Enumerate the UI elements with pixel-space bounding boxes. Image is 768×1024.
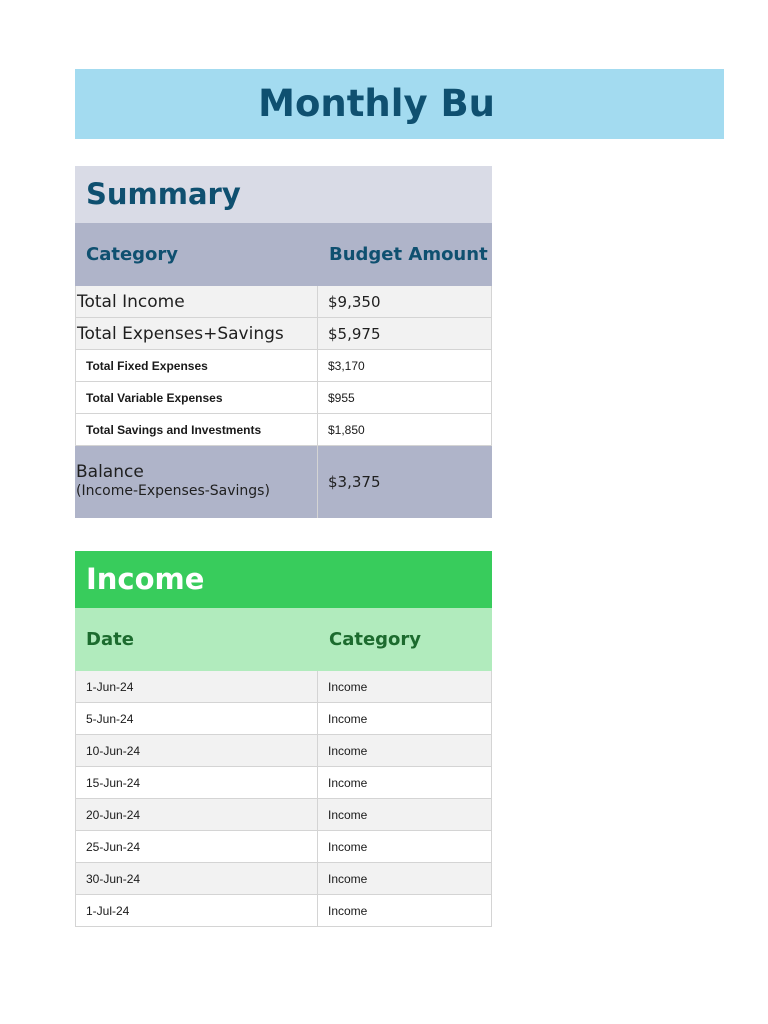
income-category: Income bbox=[318, 767, 492, 798]
income-date: 15-Jun-24 bbox=[75, 767, 318, 798]
balance-value: $3,375 bbox=[328, 473, 381, 491]
savings-value: $1,850 bbox=[318, 414, 492, 445]
total-income-value: $9,350 bbox=[318, 286, 492, 317]
table-row bbox=[75, 767, 492, 799]
summary-row-total-income bbox=[75, 286, 492, 318]
summary-row-savings bbox=[75, 414, 492, 446]
income-date: 10-Jun-24 bbox=[75, 735, 318, 766]
income-date: 1-Jun-24 bbox=[75, 671, 318, 702]
income-date: 20-Jun-24 bbox=[75, 799, 318, 830]
summary-row-fixed bbox=[75, 350, 492, 382]
variable-expenses-value: $955 bbox=[318, 382, 492, 413]
income-category: Income bbox=[318, 671, 492, 702]
balance-label: Balance bbox=[76, 462, 144, 482]
income-date: 30-Jun-24 bbox=[75, 863, 318, 894]
savings-label: Total Savings and Investments bbox=[75, 414, 318, 445]
total-expenses-value: $5,975 bbox=[318, 318, 492, 349]
variable-expenses-label: Total Variable Expenses bbox=[75, 382, 318, 413]
page-title: Monthly Bu bbox=[258, 82, 495, 125]
income-category: Income bbox=[318, 895, 492, 926]
income-category: Income bbox=[318, 831, 492, 862]
income-category: Income bbox=[318, 735, 492, 766]
income-band bbox=[75, 551, 492, 608]
income-table bbox=[75, 551, 492, 927]
summary-col-budget: Budget Amount bbox=[329, 244, 488, 265]
table-row bbox=[75, 735, 492, 767]
summary-row-balance bbox=[75, 446, 492, 518]
table-row bbox=[75, 671, 492, 703]
fixed-expenses-label: Total Fixed Expenses bbox=[75, 350, 318, 381]
income-header-row bbox=[75, 608, 492, 671]
income-col-category: Category bbox=[329, 629, 422, 650]
table-row bbox=[75, 863, 492, 895]
table-row bbox=[75, 831, 492, 863]
income-category: Income bbox=[318, 703, 492, 734]
fixed-expenses-value: $3,170 bbox=[318, 350, 492, 381]
summary-col-category: Category bbox=[86, 244, 179, 265]
table-row bbox=[75, 895, 492, 927]
table-row bbox=[75, 799, 492, 831]
income-date: 1-Jul-24 bbox=[75, 895, 318, 926]
income-category: Income bbox=[318, 863, 492, 894]
income-date: 25-Jun-24 bbox=[75, 831, 318, 862]
summary-heading: Summary bbox=[86, 177, 241, 211]
summary-row-variable bbox=[75, 382, 492, 414]
title-bar bbox=[75, 69, 724, 139]
income-category: Income bbox=[318, 799, 492, 830]
summary-header-row bbox=[75, 223, 492, 286]
income-col-date: Date bbox=[86, 629, 134, 650]
balance-label-cell bbox=[75, 446, 318, 518]
summary-table bbox=[75, 166, 492, 518]
total-income-label: Total Income bbox=[75, 286, 318, 317]
table-row bbox=[75, 703, 492, 735]
income-date: 5-Jun-24 bbox=[75, 703, 318, 734]
balance-sublabel: (Income-Expenses-Savings) bbox=[76, 483, 270, 499]
summary-row-total-expenses bbox=[75, 318, 492, 350]
summary-band bbox=[75, 166, 492, 223]
total-expenses-label: Total Expenses+Savings bbox=[75, 318, 318, 349]
income-heading: Income bbox=[86, 562, 205, 596]
